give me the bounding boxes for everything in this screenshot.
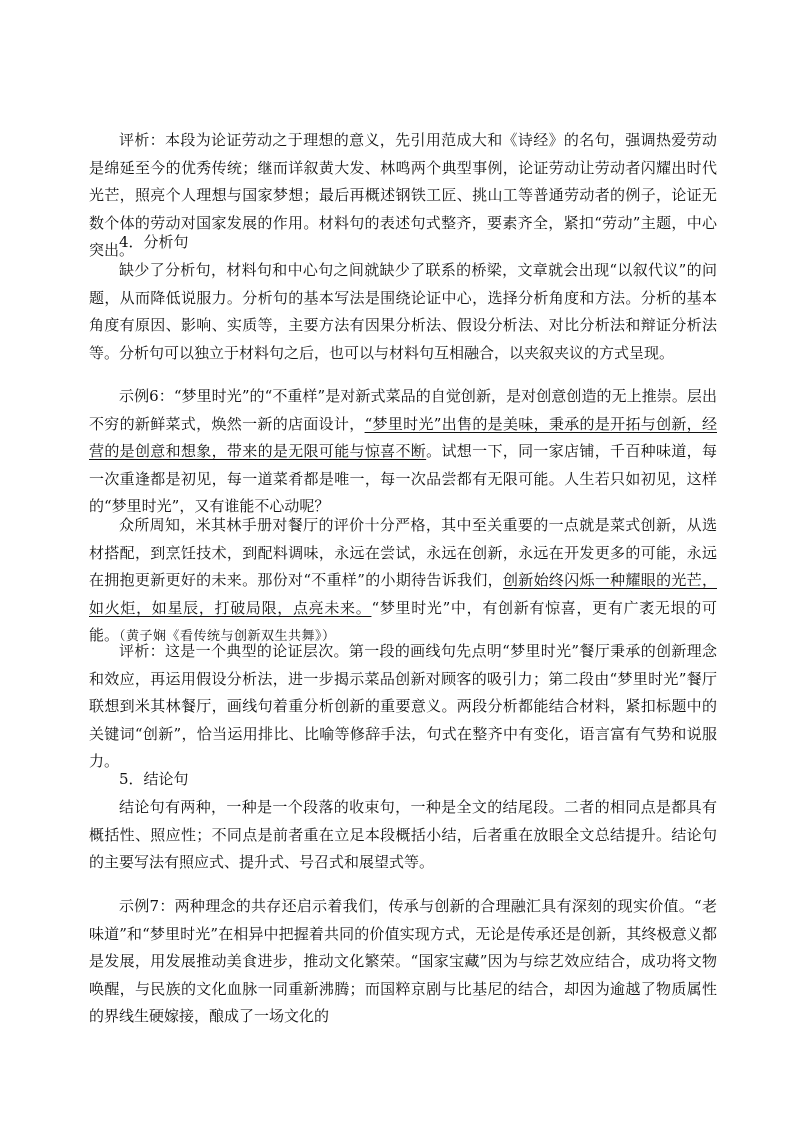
example-6b-text-start: 众所周知，米其林手册对餐厅的评价十分严格，其中至关重要的一点就是菜式创新，从选材搭配，到烹饪技术，到配料调味，永远在尝试，永远在创新，永远在开发更多的可能，永远在拥抱更新更好的未来。那份对“不重样”的小期待告诉我们， — [89, 516, 717, 590]
example-6-second-paragraph — [89, 512, 717, 651]
example-6-text-start: 示例6：“梦里时光”的“不重样”是对新式菜品的自觉创新，是对创意创造的无上推崇。层出不穷的新鲜菜式，焕然一新的店面设计， — [89, 387, 717, 433]
commentary-paragraph-1: 评析：本段为论证劳动之于理想的意义，先引用范成大和《诗经》的名句，强调热爱劳动是绵延至今的优秀传统；继而详叙黄大发、林鸣两个典型事例，论证劳动让劳动者闪耀出时代光芒，照亮个人理想与国家梦想；最后再概述钢铁工匠、挑山工等普通劳动者的例子，论证无数个体的劳动对国家发展的作用。材料句的表述句式整齐，要素齐全，紧扣“劳动”主题，中心突出。 — [89, 131, 717, 260]
commentary-paragraph-2: 评析：这是一个典型的论证层次。第一段的画线句先点明“梦里时光”餐厅秉承的创新理念和效应，再运用假设分析法，进一步揭示菜品创新对顾客的吸引力；第二段由“梦里时光”餐厅联想到米其林餐厅，画线句着重分析创新的重要意义。两段分析都能结合材料，紧扣标题中的关键词“创新”，恰当运用排比、比喻等修辞手法，句式在整齐中有变化，语言富有气势和说服力。 — [89, 642, 717, 771]
example-6b-text-end: “梦里时光”中，有创新有惊喜，更有广袤无垠的可能。 — [89, 598, 717, 645]
analysis-intro-paragraph: 缺少了分析句，材料句和中心句之间就缺少了联系的桥梁，文章就会出现“以叙代议”的问题，从而降低说服力。分析句的基本写法是围绕论证中心，选择分析角度和方法。分析的基本角度有原因、影响、实质等，主要方法有因果分析法、假设分析法、对比分析法和辩证分析法等。分析句可以独立于材料句之后，也可以与材料句互相融合，以夹叙夹议的方式呈现。 — [89, 261, 717, 362]
section-heading-conclusion-sentence: 5．结论句 — [119, 770, 189, 788]
example-7-paragraph: 示例7：两种理念的共存还启示着我们，传承与创新的合理融汇具有深刻的现实价值。“老味道”和“梦里时光”在相异中把握着共同的价值实现方式，无论是传承还是创新，其终极意义都是发展，用发展推动美食进步，推动文化繁荣。“国家宝藏”因为与综艺效应结合，成功将文物唤醒，与民族的文化血脉一同重新沸腾；而国粹京剧与比基尼的结合，却因为逾越了物质属性的界线生硬嫁接，酿成了一场文化的 — [89, 897, 717, 1026]
example-6-underlined-sentence: “梦里时光”出售的是美味，秉承的是开拓与创新，经营的是创意和想象，带来的是无限可能与惊喜不断 — [89, 414, 717, 461]
source-citation: （黄子娴《看传统与创新双生共舞》） — [119, 629, 336, 645]
example-6b-underlined-sentence: 创新始终闪烁一种耀眼的光芒，如火炬，如星辰，打破局限，点亮未来。 — [89, 571, 717, 617]
conclusion-intro-paragraph: 结论句有两种，一种是一个段落的收束句，一种是全文的结尾段。二者的相同点是都具有概括性、照应性；不同点是前者重在立足本段概括小结，后者重在放眼全文总结提升。结论句的主要写法有照应式、提升式、号召式和展望式等。 — [89, 798, 717, 872]
example-6-paragraph — [89, 383, 717, 521]
section-heading-analysis-sentence: 4．分析句 — [119, 233, 189, 251]
example-6-text-end: 。试想一下，同一家店铺，千百种味道，每一次重逢都是初见，每一道菜肴都是唯一，每一次品尝都有无限可能。人生若只如初见，这样的“梦里时光”，又有谁能不心动呢？ — [89, 442, 717, 516]
